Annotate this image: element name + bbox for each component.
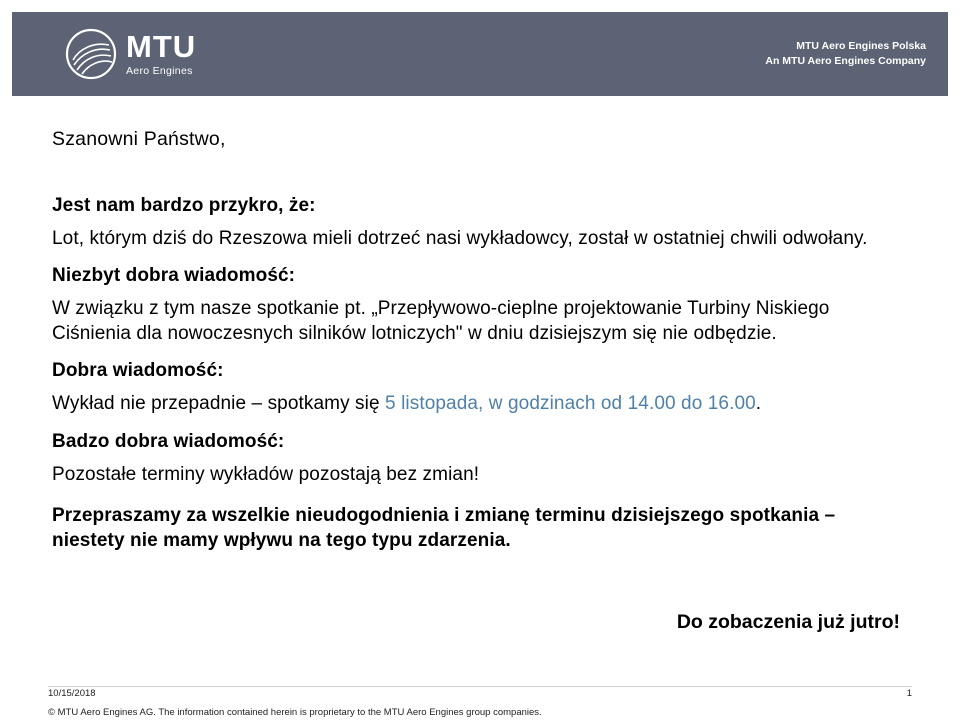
mtu-swirl-icon — [64, 27, 118, 81]
block-3-text-after: . — [755, 393, 762, 415]
block-4-heading: Badzo dobra wiadomość: — [52, 430, 285, 452]
block-1-heading: Jest nam bardzo przykro, że: — [52, 195, 316, 216]
mtu-logo-wordmark: MTU — [126, 29, 197, 65]
header-company-line1: MTU Aero Engines Polska — [796, 39, 926, 52]
footer-copyright: © MTU Aero Engines AG. The information contained herein is proprietary to the MTU Aero Engines group companies. — [48, 707, 542, 718]
footer-date: 10/15/2018 — [48, 688, 96, 699]
footer-page-number: 1 — [906, 688, 912, 699]
block-3-text-before: Wykład nie przepadnie – spotkamy się — [52, 393, 386, 415]
block-3-date-highlight: 5 listopada, w godzinach od 14.00 do 16.00 — [385, 393, 756, 415]
block-2-heading: Niezbyt dobra wiadomość: — [52, 265, 296, 287]
header-company-info — [765, 39, 926, 69]
closing-text: Do zobaczenia już jutro! — [676, 610, 900, 633]
apology-text: Przepraszamy za wszelkie nieudogodnienia i zmianę terminu dzisiejszego spotkania – niestety nie mamy wpływu na tego typu zdarzenia. — [52, 504, 836, 551]
footer-divider — [48, 686, 912, 687]
block-3-text — [52, 391, 912, 416]
block-4-text: Pozostałe terminy wykładów pozostają bez zmian! — [52, 463, 480, 485]
block-2-text: W związku z tym nasze spotkanie pt. „Przepływowo-cieplne projektowanie Turbiny Niskiego Ciśnienia dla nowoczesnych silników lotniczych" w dniu dzisiejszym się nie odbędzie. — [52, 298, 830, 345]
header-company-line2: An MTU Aero Engines Company — [765, 55, 926, 67]
slide-header — [12, 12, 948, 96]
block-3-heading: Dobra wiadomość: — [52, 360, 224, 382]
slide-content — [52, 128, 912, 634]
block-1-text: Lot, którym dziś do Rzeszowa mieli dotrzeć nasi wykładowcy, został w ostatniej chwili odwołany. — [52, 228, 868, 250]
mtu-logo-text — [126, 31, 196, 77]
mtu-logo-tagline: Aero Engines — [126, 65, 193, 78]
greeting-text: Szanowni Państwo, — [52, 128, 226, 150]
mtu-logo — [64, 27, 196, 81]
